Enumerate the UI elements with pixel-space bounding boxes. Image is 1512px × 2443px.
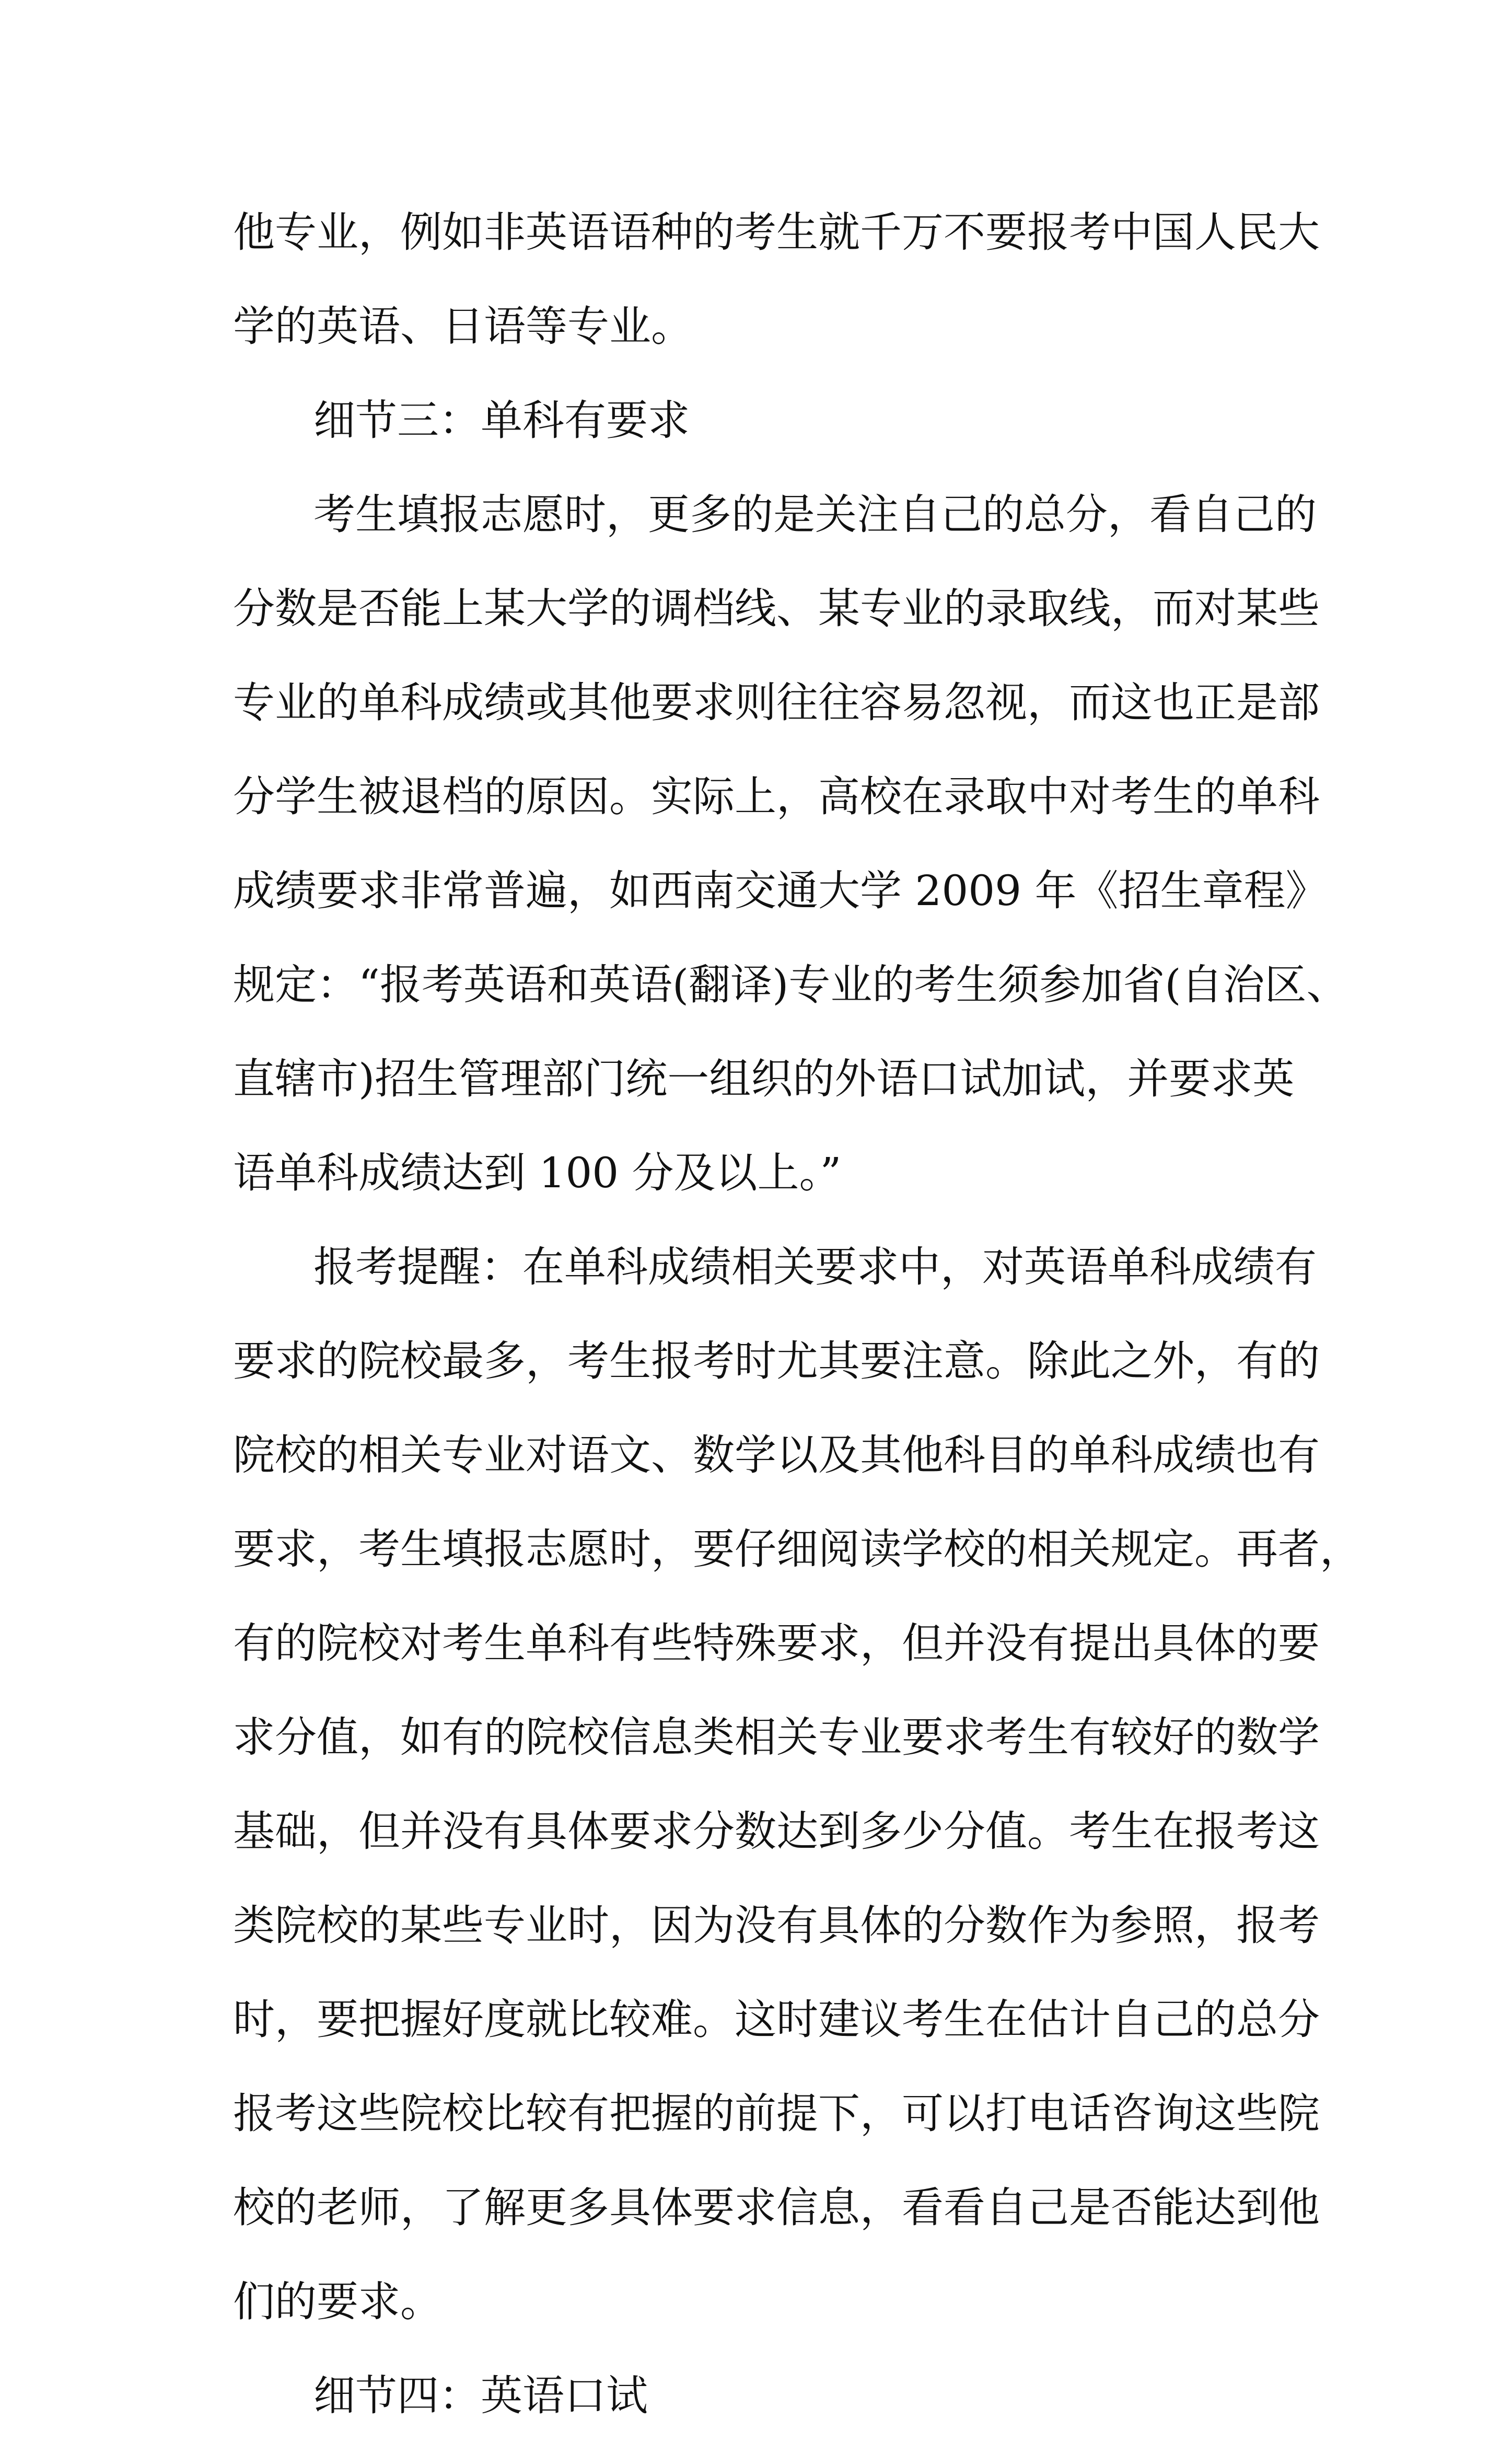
text-line: 求分值，如有的院校信息类相关专业要求考生有较好的数学: [233, 1713, 1320, 1762]
text-line: 要求，考生填报志愿时，要仔细阅读学校的相关规定。再者，: [233, 1525, 1362, 1573]
text-line: 校的老师，了解更多具体要求信息，看看自己是否能达到他: [233, 2183, 1320, 2232]
text-line: 基础，但并没有具体要求分数达到多少分值。考生在报考这: [233, 1807, 1320, 1856]
text-line: 规定：“报考英语和英语(翻译)专业的考生须参加省(自治区、: [233, 960, 1348, 1009]
body-text: [233, 186, 1362, 2443]
text-line: 有的院校对考生单科有些特殊要求，但并没有提出具体的要: [233, 1619, 1320, 1668]
text-line: 报考提醒：在单科成绩相关要求中，对英语单科成绩有: [313, 1243, 1317, 1291]
text-line: 成绩要求非常普遍，如西南交通大学 2009 年《招生章程》: [233, 866, 1328, 915]
text-line: 直辖市)招生管理部门统一组织的外语口试加试，并要求英: [233, 1055, 1295, 1103]
text-line: 时，要把握好度就比较难。这时建议考生在估计自己的总分: [233, 1995, 1320, 2044]
text-line: 分学生被退档的原因。实际上，高校在录取中对考生的单科: [233, 772, 1320, 821]
text-line: 院校的相关专业对语文、数学以及其他科目的单科成绩也有: [233, 1431, 1320, 1479]
text-line: 类院校的某些专业时，因为没有具体的分数作为参照，报考: [233, 1901, 1320, 1950]
text-line: 要求的院校最多，考生报考时尤其要注意。除此之外，有的: [233, 1337, 1320, 1385]
text-line: 报考这些院校比较有把握的前提下，可以打电话咨询这些院: [233, 2089, 1320, 2138]
text-line: 语单科成绩达到 100 分及以上。”: [233, 1149, 842, 1197]
text-line: 分数是否能上某大学的调档线、某专业的录取线，而对某些: [233, 584, 1320, 633]
text-line: 学的英语、日语等专业。: [233, 302, 693, 351]
text-line: 们的要求。: [233, 2277, 442, 2326]
text-line: 考生填报志愿时，更多的是关注自己的总分，看自己的: [313, 490, 1317, 539]
text-line: 细节四：英语口试: [313, 2371, 648, 2420]
text-line: 专业的单科成绩或其他要求则往往容易忽视，而这也正是部: [233, 678, 1320, 727]
text-line: 细节三：单科有要求: [313, 396, 690, 445]
text-line: 他专业，例如非英语语种的考生就千万不要报考中国人民大: [233, 208, 1320, 257]
